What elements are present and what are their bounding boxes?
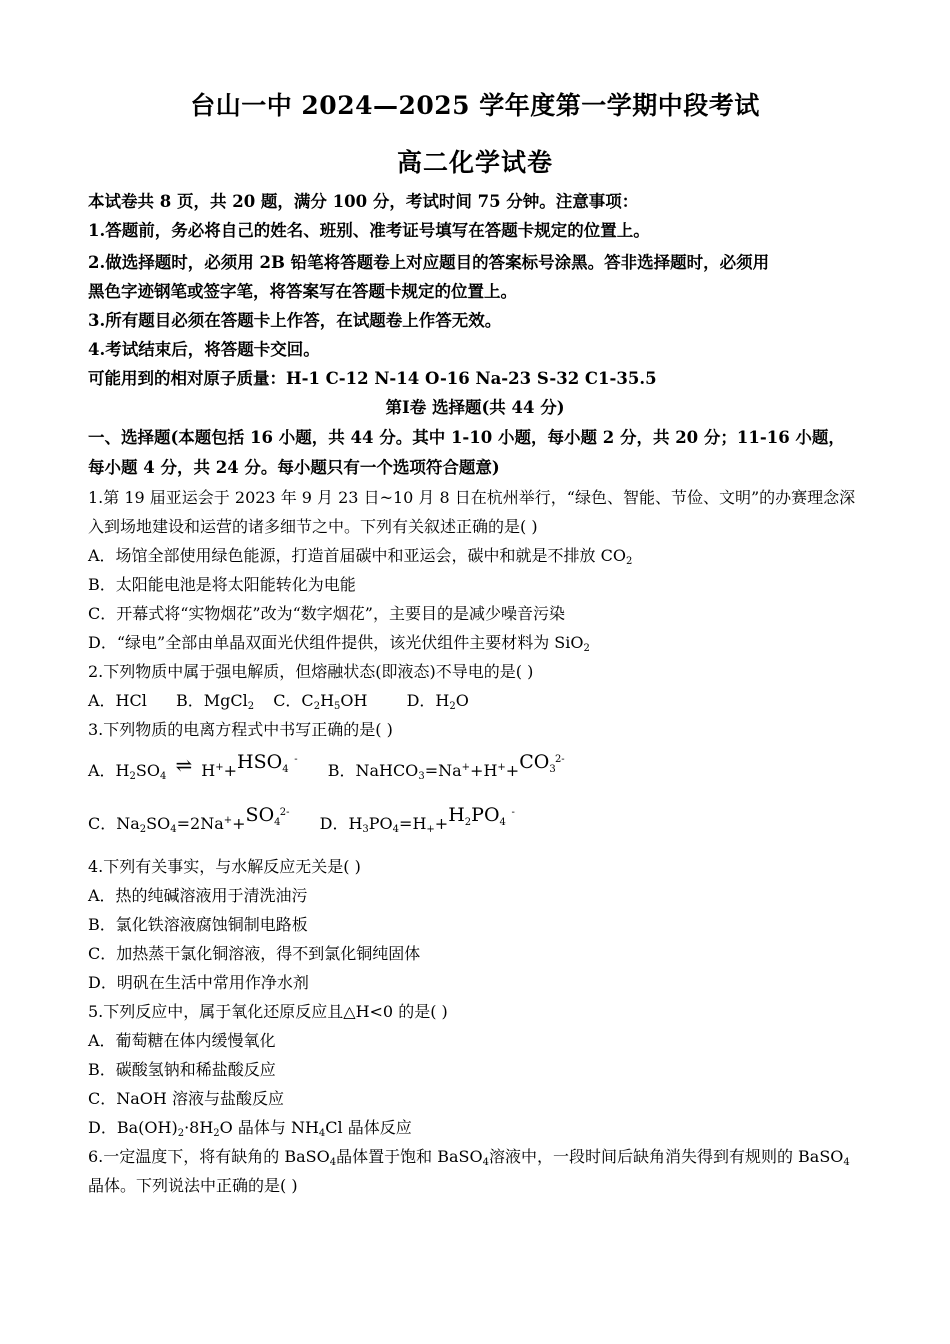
q3-options-ab: [88, 751, 888, 785]
q5-stem: 5.下列反应中，属于氧化还原反应且△H<0 的是( ): [88, 1002, 448, 1021]
q3-option-a: A．$H_2SO_4$ ⇌ H++HSO - $_4$: [88, 751, 298, 782]
q1-stem-a: 1.第 19 届亚运会于 2023 年 9 月 23 日~10 月 8 日在杭州举行，“绿色、智能、节俭、文明”的办赛理念深: [88, 488, 856, 507]
q4-option-a: A．热的纯碱溶液用于清洗油污: [88, 886, 308, 905]
notice-intro: 本试卷共 8 页，共 20 题，满分 100 分，考试时间 75 分钟。注意事项：: [88, 192, 639, 211]
notice-item-3: 3.所有题目必须在答题卡上作答，在试题卷上作答无效。: [88, 311, 502, 330]
q3-option-d: D．$H_3PO_4=H_++H_2PO$ - $_4$: [319, 804, 515, 835]
exam-subtitle: 高二化学试卷: [396, 148, 553, 177]
section-desc-b: 每小题 4 分，共 24 分。每小题只有一个选项符合题意): [88, 458, 500, 477]
q1-option-d: D．“绿电”全部由单晶双面光伏组件提供，该光伏组件主要材料为 SiO$_2$: [88, 633, 590, 654]
q5-option-a: A．葡萄糖在体内缓慢氧化: [88, 1031, 276, 1050]
q1-option-c: C．开幕式将“实物烟花”改为“数字烟花”，主要目的是减少噪音污染: [88, 604, 565, 623]
q2-options: [88, 690, 888, 712]
notice-item-4: 4.考试结束后，将答题卡交回。: [88, 340, 320, 359]
q1-option-b: B．太阳能电池是将太阳能转化为电能: [88, 575, 356, 594]
q3-option-c: C．$Na_2SO_4=2Na^++SO$ 2- $_4$: [88, 804, 290, 835]
q2-stem: 2.下列物质中属于强电解质，但熔融状态(即液态)不导电的是( ): [88, 662, 534, 681]
section-desc-a: 一、选择题(本题包括 16 小题，共 44 分。其中 1-10 小题，每小题 2 分，共 20 分；11-16 小题，: [88, 428, 845, 447]
exam-title: 台山一中 2024—2025 学年度第一学期中段考试: [190, 91, 760, 120]
q2-option-c: C．$C_2H_5OH$: [273, 691, 368, 712]
q6-stem-a: 6.一定温度下，将有缺角的 BaSO$_4$晶体置于饱和 BaSO$_4$溶液中，一段时间后缺角消失得到有规则的 BaSO$_4$: [88, 1147, 850, 1168]
q3-options-cd: [88, 804, 888, 838]
q2-option-d: D．$H_2O$: [406, 691, 469, 712]
q5-option-b: B．碳酸氢钠和稀盐酸反应: [88, 1060, 276, 1079]
q1-stem-b: 入到场地建设和运营的诸多细节之中。下列有关叙述正确的是( ): [88, 517, 538, 536]
q1-option-a: A．场馆全部使用绿色能源，打造首届碳中和亚运会，碳中和就是不排放 $CO_2$: [88, 546, 633, 567]
notice-item-1: 1.答题前，务必将自己的姓名、班别、准考证号填写在答题卡规定的位置上。: [88, 221, 650, 240]
q4-option-b: B．氯化铁溶液腐蚀铜制电路板: [88, 915, 308, 934]
q6-stem-b: 晶体。下列说法中正确的是( ): [88, 1176, 298, 1195]
q4-stem: 4.下列有关事实，与水解反应无关是( ): [88, 857, 361, 876]
q3-stem: 3.下列物质的电离方程式中书写正确的是( ): [88, 720, 393, 739]
notice-item-2b: 黑色字迹钢笔或签字笔，将答案写在答题卡规定的位置上。: [88, 282, 517, 301]
q5-option-d: D．$Ba(OH)_2\cdot 8H_2O$ 晶体与 $NH_4Cl$ 晶体反应: [88, 1118, 412, 1139]
q3-option-b: B．NaHCO$_3$=Na++H++CO 2- $_3$: [327, 751, 565, 782]
notice-item-2a: 2.做选择题时，必须用 2B 铅笔将答题卷上对应题目的答案标号涂黑。答非选择题时，必须用: [88, 253, 770, 272]
q2-option-a: A．HCl: [88, 691, 147, 710]
section-title: 第Ⅰ卷 选择题(共 44 分): [385, 398, 565, 417]
q2-option-b: B．MgCl$_2$: [175, 691, 255, 712]
atomic-masses: 可能用到的相对原子质量：H-1 C-12 N-14 O-16 Na-23 S-32 C1-35.5: [88, 369, 657, 388]
q4-option-c: C．加热蒸干氯化铜溶液，得不到氯化铜纯固体: [88, 944, 421, 963]
q5-option-c: C．NaOH 溶液与盐酸反应: [88, 1089, 284, 1108]
equilibrium-arrow-icon: ⇌: [175, 753, 193, 777]
q4-option-d: D．明矾在生活中常用作净水剂: [88, 973, 309, 992]
